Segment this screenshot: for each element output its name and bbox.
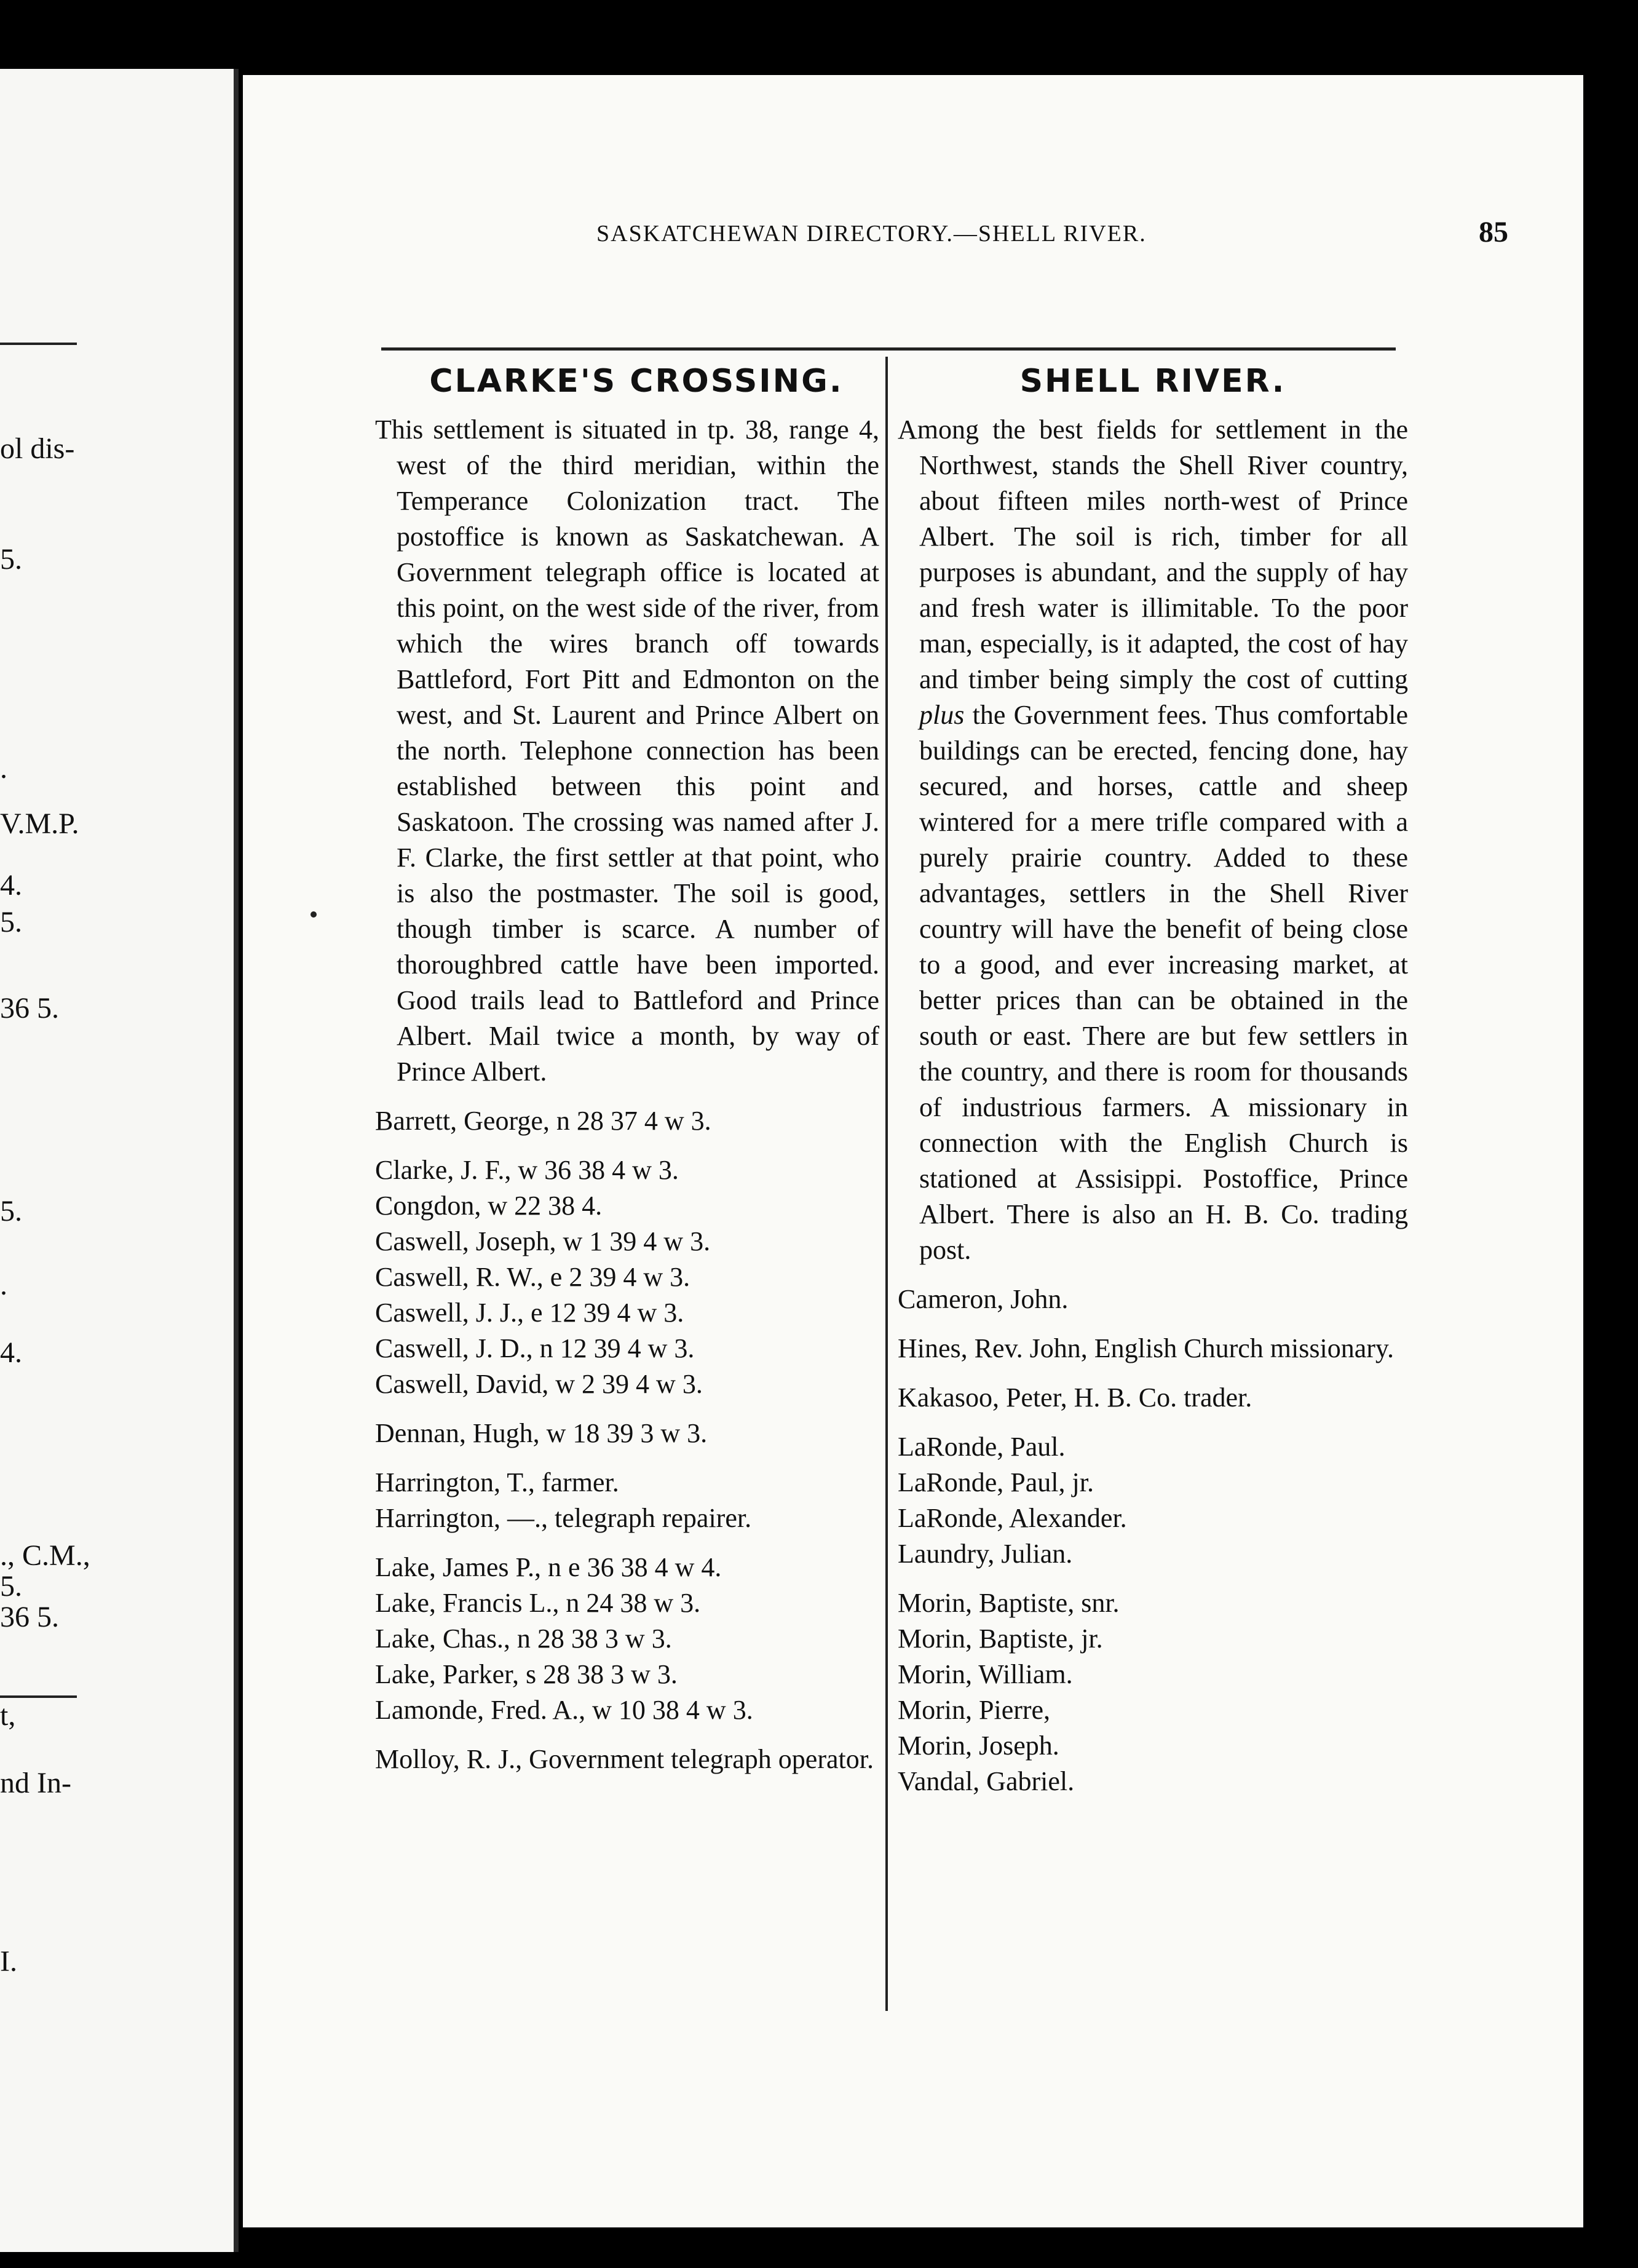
- list-item: Dennan, Hugh, w 18 39 3 w 3.: [375, 1418, 708, 1448]
- list-item: Lake, Parker, s 28 38 3 w 3.: [375, 1659, 678, 1689]
- list-item: Morin, William.: [898, 1659, 1073, 1689]
- column-divider: [885, 357, 888, 2011]
- list-item: Barrett, George, n 28 37 4 w 3.: [375, 1106, 711, 1136]
- facing-page-fragment: 36 5.: [0, 1601, 59, 1633]
- facing-page-rule: [0, 343, 77, 345]
- list-item: LaRonde, Alexander.: [898, 1503, 1127, 1533]
- section-description: Among the best fields for settlement in the Northwest, stands the Shell River country, about fifteen miles north-west of Prince Albert. The soil is rich, timber for all purposes is abundant, and the supply of hay and fresh water is illimitable. To the poor man, especially, is it adapted, the cost of hay and timber being simply the cost of cutting plus the Government fees. Thus comfortable buildings can be erected, fencing done, hay secured, and horses, cattle and sheep wintered for a mere trifle compared with a purely prairie country. Added to these advantages, settlers in the Shell River country will have the benefit of being close to a good, and ever increasing market, at better prices than can be obtained in the south or east. There are but few settlers in the country, and there is room for thousands of industrious farmers. A missionary in connection with the English Church is stationed at Assisippi. Postoffice, Prince Albert. There is also an H. B. Co. trading post.: [898, 414, 1408, 1265]
- facing-page-fragment: t,: [0, 1699, 16, 1732]
- facing-page-fragment: .: [0, 752, 7, 785]
- resident-list: [898, 1282, 1408, 1799]
- list-item: Molloy, R. J., Government telegraph operator.: [375, 1744, 874, 1774]
- list-item: Caswell, J. J., e 12 39 4 w 3.: [375, 1298, 684, 1328]
- list-item: Morin, Baptiste, jr.: [898, 1624, 1103, 1654]
- list-item: Kakasoo, Peter, H. B. Co. trader.: [898, 1382, 1252, 1413]
- list-item: Caswell, David, w 2 39 4 w 3.: [375, 1369, 703, 1399]
- facing-page-fragment: nd In-: [0, 1767, 71, 1799]
- running-head: SASKATCHEWAN DIRECTORY.—SHELL RIVER.: [596, 221, 1147, 247]
- list-item: Hines, Rev. John, English Church missionary.: [898, 1333, 1395, 1363]
- facing-page-fragment: 4.: [0, 869, 22, 902]
- list-item: Caswell, J. D., n 12 39 4 w 3.: [375, 1333, 695, 1363]
- list-item: Lake, James P., n e 36 38 4 w 4.: [375, 1552, 722, 1582]
- facing-page-fragment: 4.: [0, 1336, 22, 1369]
- ink-speck: [311, 911, 317, 918]
- resident-list: [375, 1103, 879, 1777]
- facing-page-fragment: 5.: [0, 1570, 22, 1603]
- section-title: CLARKE'S CROSSING.: [429, 363, 844, 400]
- list-item: Cameron, John.: [898, 1284, 1069, 1314]
- list-item: Lake, Francis L., n 24 38 w 3.: [375, 1588, 701, 1618]
- list-item: Clarke, J. F., w 36 38 4 w 3.: [375, 1155, 679, 1185]
- facing-page-rule: [0, 1695, 77, 1698]
- facing-page-fragment: 5.: [0, 543, 22, 576]
- page-number: 85: [1479, 216, 1508, 248]
- facing-page-fragment: ., C.M.,: [0, 1539, 90, 1572]
- list-item: Caswell, R. W., e 2 39 4 w 3.: [375, 1262, 690, 1292]
- list-item: Morin, Baptiste, snr.: [898, 1588, 1120, 1618]
- list-item: LaRonde, Paul.: [898, 1432, 1066, 1462]
- list-item: Caswell, Joseph, w 1 39 4 w 3.: [375, 1226, 711, 1256]
- shell-river-column: [898, 363, 1408, 1799]
- list-item: Morin, Joseph.: [898, 1731, 1059, 1761]
- facing-page-fragment: 36 5.: [0, 992, 59, 1025]
- facing-page-fragment: V.M.P.: [0, 807, 79, 840]
- list-item: Laundry, Julian.: [898, 1539, 1073, 1569]
- section-title: SHELL RIVER.: [1019, 363, 1286, 400]
- list-item: LaRonde, Paul, jr.: [898, 1467, 1094, 1497]
- facing-page-fragment: I.: [0, 1945, 17, 1978]
- facing-page-fragment: 5.: [0, 906, 22, 938]
- clarkes-crossing-column: [375, 363, 879, 1777]
- facing-page-fragment: .: [0, 1269, 7, 1301]
- list-item: Vandal, Gabriel.: [898, 1766, 1075, 1796]
- facing-page-text-fragments: [0, 69, 234, 2252]
- facing-page-fragment: 5.: [0, 1195, 22, 1227]
- header-rule: [381, 347, 1396, 351]
- list-item: Lake, Chas., n 28 38 3 w 3.: [375, 1624, 672, 1654]
- facing-page-edge: [0, 69, 239, 2252]
- list-item: Morin, Pierre,: [898, 1695, 1051, 1725]
- list-item: Congdon, w 22 38 4.: [375, 1191, 603, 1221]
- page-header: [357, 215, 1508, 258]
- list-item: Harrington, T., farmer.: [375, 1467, 619, 1497]
- facing-page-fragment: ol dis-: [0, 432, 75, 465]
- section-description: This settlement is situated in tp. 38, range 4, west of the third meridian, within the Temperance Colonization tract. The postoffice is known as Saskatchewan. A Government telegraph office is located at this point, on the west side of the river, from which the wires branch off towards Battleford, Fort Pitt and Edmonton on the west, and St. Laurent and Prince Albert on the north. Telephone connection has been established between this point and Saskatoon. The crossing was named after J. F. Clarke, the first settler at that point, who is also the postmaster. The soil is good, though timber is scarce. A number of thoroughbred cattle have been imported. Good trails lead to Battleford and Prince Albert. Mail twice a month, by way of Prince Albert.: [375, 414, 879, 1087]
- list-item: Harrington, —., telegraph repairer.: [375, 1503, 752, 1533]
- list-item: Lamonde, Fred. A., w 10 38 4 w 3.: [375, 1695, 753, 1725]
